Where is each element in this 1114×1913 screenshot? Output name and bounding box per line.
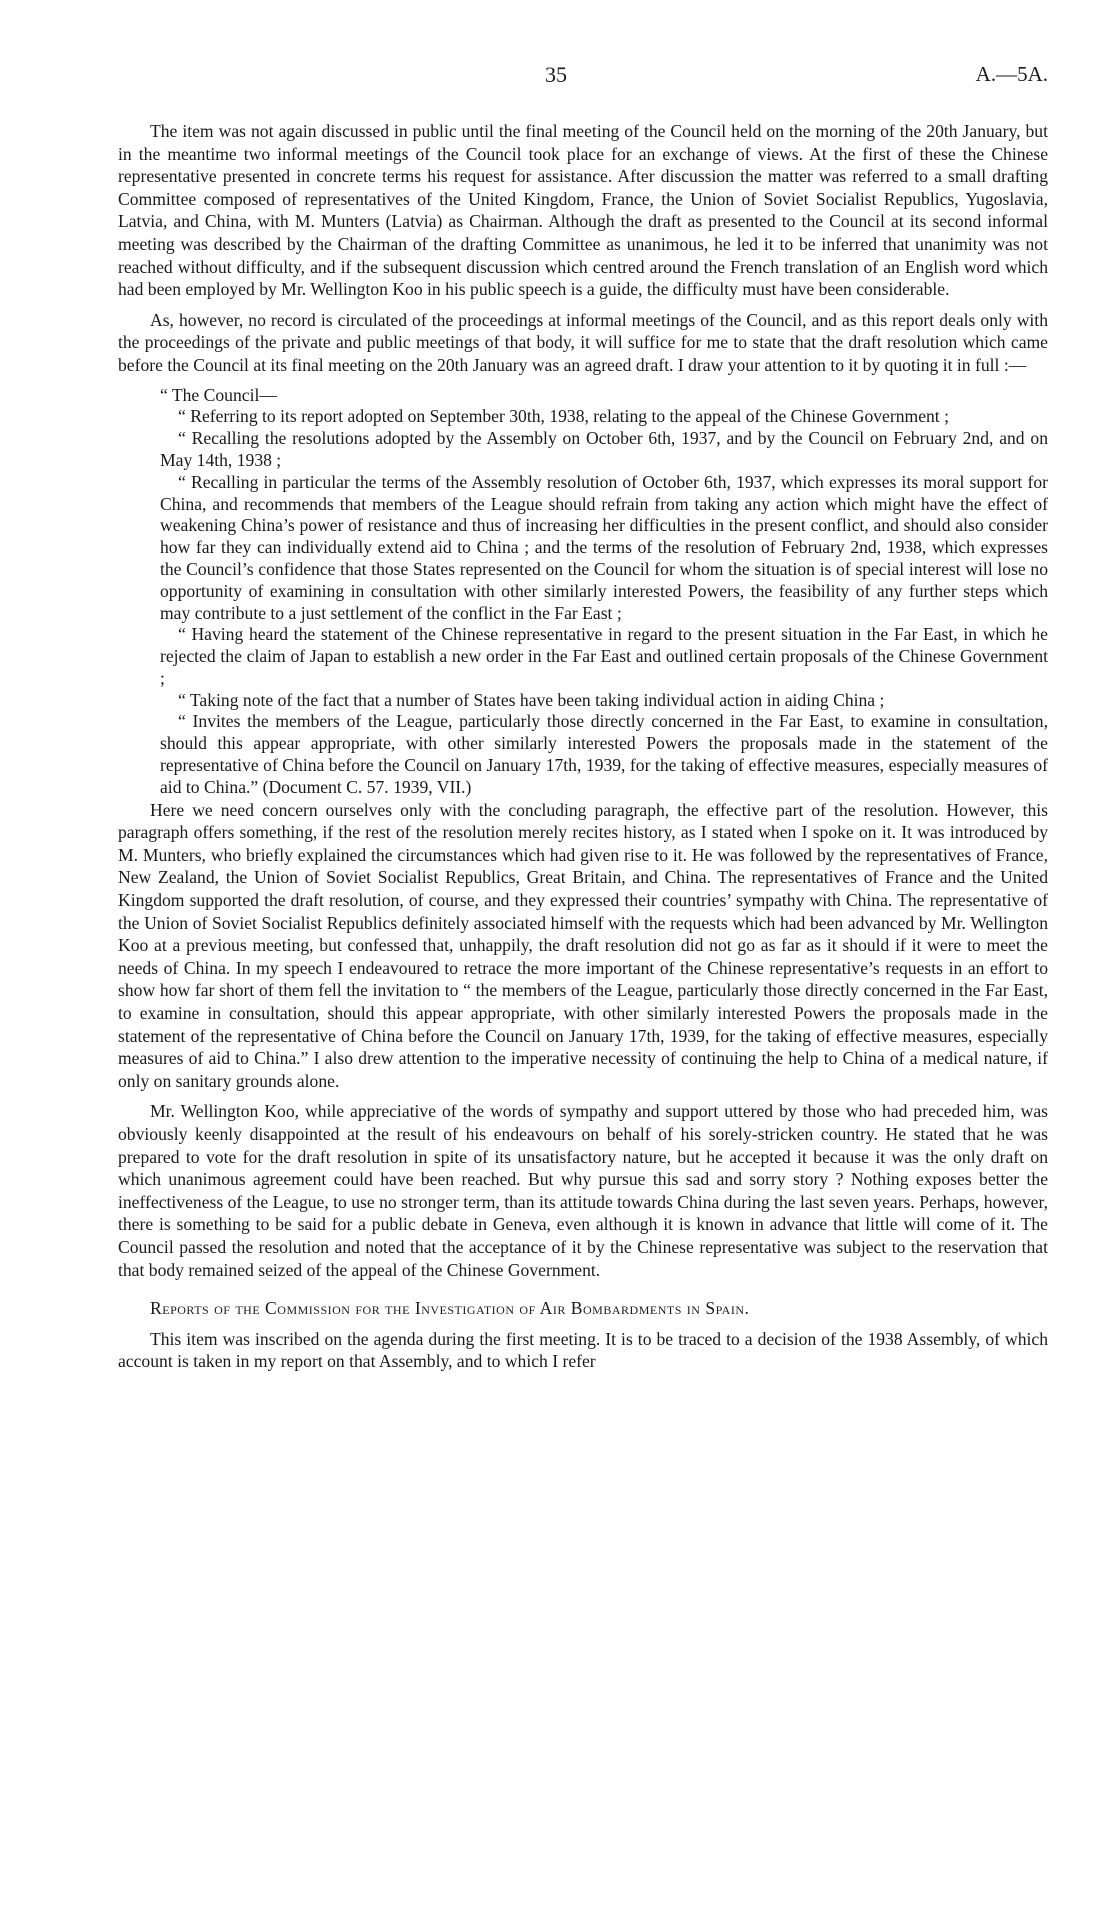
paragraph: This item was inscribed on the agenda during the first meeting. It is to be traced to a decision of the 1938 Assembly, of which account is taken in my report on that Assembly, and to which I refer [118, 1328, 1048, 1372]
document-reference: A.—5A. [975, 62, 1048, 86]
document-body [118, 120, 1048, 1381]
quote-line: “ Having heard the statement of the Chinese representative in regard to the present situation in the Far East, in which he rejected the claim of Japan to establish a new order in the Far East and outlined certain proposals of the Chinese Government ; [160, 624, 1048, 688]
paragraph: Mr. Wellington Koo, while appreciative of the words of sympathy and support uttered by those who had preceded him, was obviously keenly disappointed at the result of his endeavours on behalf of his sorely-stricken country. He stated that he was prepared to vote for the draft resolution in spite of its unsatisfactory nature, but he accepted it because it was the only draft on which unanimous agreement could have been reached. But why pursue this sad and sorry story ? Nothing exposes better the ineffectiveness of the League, to use no stronger term, than its attitude towards China during the last seven years. Perhaps, however, there is something to be said for a public debate in Geneva, even although it is known in advance that little will come of it. The Council passed the resolution and noted that the acceptance of it by the Chinese representative was subject to the reservation that that body remained seized of the appeal of the Chinese Government. [118, 1101, 1048, 1280]
quote-line: “ The Council— [160, 384, 277, 405]
quoted-resolution [160, 385, 1048, 799]
quote-line: “ Invites the members of the League, particularly those directly concerned in the Far East, to examine in consultation, should this appear appropriate, with other similarly interested Powers the proposals made in the statement of the representative of China before the Council on January 17th, 1939, for the taking of effective measures, especially measures of aid to China.” (Document C. 57. 1939, VII.) [160, 711, 1048, 797]
paragraph: As, however, no record is circulated of the proceedings at informal meetings of the Council, and as this report deals only with the proceedings of the private and public meetings of that body, it will suffice for me to state that the draft resolution which came before the Council at its final meeting on the 20th January was an agreed draft. I draw your attention to it by quoting it in full :— [118, 309, 1048, 375]
quote-line: “ Recalling the resolutions adopted by the Assembly on October 6th, 1937, and by the Council on February 2nd, and on May 14th, 1938 ; [160, 428, 1048, 470]
quote-line: “ Taking note of the fact that a number of States have been taking individual action in aiding China ; [178, 689, 885, 710]
page-header [0, 62, 1114, 92]
section-heading: Reports of the Commission for the Investigation of Air Bombardments in Spain. [150, 1298, 750, 1319]
quote-line: “ Recalling in particular the terms of the Assembly resolution of October 6th, 1937, which expresses its moral support for China, and recommends that members of the League should refrain from taking any action which might have the effect of weakening China’s power of resistance and thus of increasing her difficulties in the present conflict, and should also consider how far they can individually extend aid to China ; and the terms of the resolution of February 2nd, 1938, which expresses the Council’s confidence that those States represented on the Council for whom the situation is of special interest will lose no opportunity of examining in consultation with other similarly interested Powers, the feasibility of any further steps which may contribute to a just settlement of the conflict in the Far East ; [160, 471, 1048, 623]
page-number: 35 [545, 62, 567, 87]
paragraph: Here we need concern ourselves only with the concluding paragraph, the effective part of the resolution. However, this paragraph offers something, if the rest of the resolution merely recites history, as I stated when I spoke on it. It was introduced by M. Munters, who briefly explained the circumstances which had given rise to it. He was followed by the representatives of France, New Zealand, the Union of Soviet Socialist Republics, Great Britain, and China. The representatives of France and the United Kingdom supported the draft resolution, of course, and they expressed their countries’ sympathy with China. The representative of the Union of Soviet Socialist Republics definitely associated himself with the requests which had been advanced by Mr. Wellington Koo at a previous meeting, but confessed that, unhappily, the draft resolution did not go as far as it should if it were to meet the needs of China. In my speech I endeavoured to retrace the more important of the Chinese representative’s requests in an effort to show how far short of them fell the invitation to “ the members of the League, particularly those directly concerned in the Far East, to examine in consultation, should this appear appropriate, with other similarly interested Powers the proposals made in the statement of the representative of China before the Council on January 17th, 1939, for the taking of effective measures, especially measures of aid to China.” I also drew attention to the imperative necessity of continuing the help to China of a medical nature, if only on sanitary grounds alone. [118, 799, 1048, 1091]
quote-line: “ Referring to its report adopted on September 30th, 1938, relating to the appeal of the Chinese Government ; [178, 406, 949, 427]
paragraph: The item was not again discussed in public until the final meeting of the Council held on the morning of the 20th January, but in the meantime two informal meetings of the Council took place for an exchange of views. At the first of these the Chinese representative presented in concrete terms his request for assistance. After discussion the matter was referred to a small drafting Committee composed of representatives of the United Kingdom, France, the Union of Soviet Socialist Republics, Yugoslavia, Latvia, and China, with M. Munters (Latvia) as Chairman. Although the draft as presented to the Council at its second informal meeting was described by the Chairman of the drafting Committee as unanimous, he led it to be inferred that unanimity was not reached without difficulty, and if the subsequent discussion which centred around the French translation of an English word which had been employed by Mr. Wellington Koo in his public speech is a guide, the difficulty must have been considerable. [118, 121, 1048, 300]
